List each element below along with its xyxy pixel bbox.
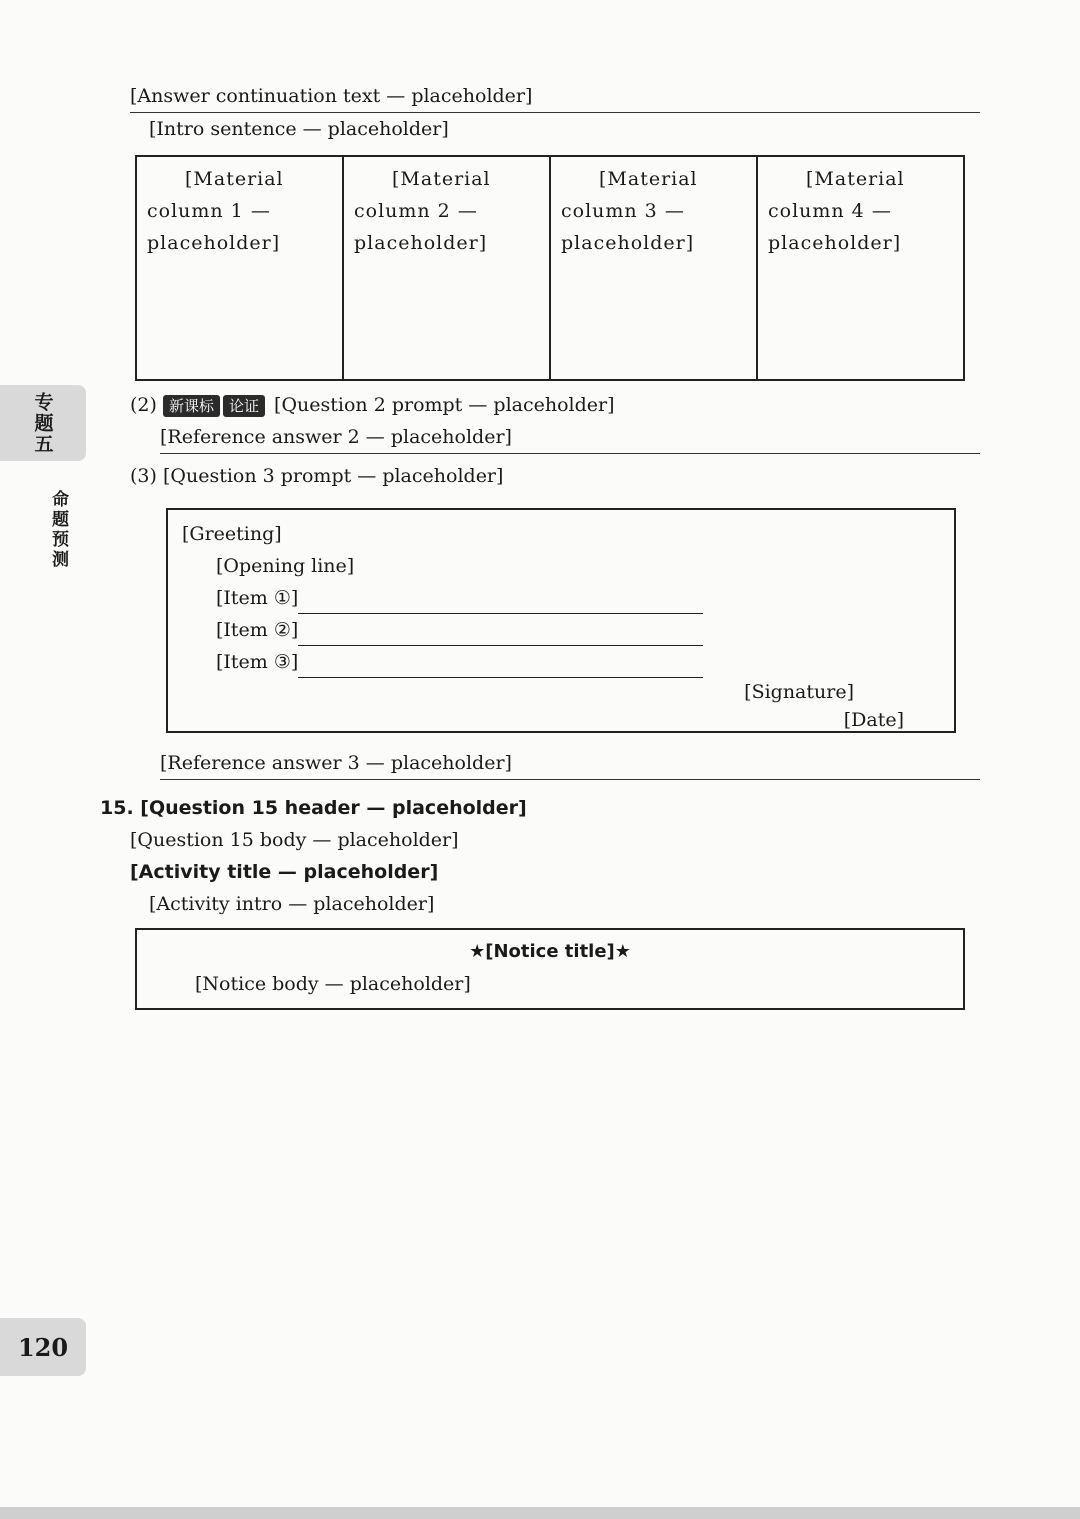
q2-answer: [Reference answer 2 — placeholder]: [160, 421, 980, 454]
side-tab: 专题五: [0, 385, 86, 461]
page-number: 120: [0, 1318, 86, 1376]
postcard-greeting: [Greeting]: [182, 523, 282, 545]
tag-new-standard: 新课标: [163, 395, 220, 417]
question-2: [130, 389, 980, 421]
material-table: [135, 155, 965, 381]
material-cell: [Material column 2 — placeholder]: [343, 156, 550, 380]
postcard-item-3: [Item ③]: [216, 646, 703, 678]
material-cell: [Material column 4 — placeholder]: [757, 156, 964, 380]
activity-title: [Activity title — placeholder]: [130, 861, 439, 883]
notice-body: [Notice body — placeholder]: [195, 973, 471, 995]
bottom-bar: [0, 1507, 1080, 1519]
notice-box: [135, 928, 965, 1010]
postcard-date: [Date]: [843, 709, 904, 731]
page-content: [100, 80, 980, 1010]
side-label: 命题预测: [48, 490, 68, 570]
postcard-opening: [Opening line]: [216, 555, 355, 577]
postcard: [166, 508, 956, 733]
q15-body: [Question 15 body — placeholder]: [130, 829, 459, 851]
postcard-item-2: [Item ②]: [216, 614, 703, 646]
material-cell: [Material column 3 — placeholder]: [550, 156, 757, 380]
q2-number: (2): [130, 394, 157, 416]
material-cell: [Material column 1 — placeholder]: [136, 156, 343, 380]
postcard-signature: [Signature]: [744, 681, 854, 703]
activity-intro: [Activity intro — placeholder]: [149, 893, 435, 915]
q3-prompt: [Question 3 prompt — placeholder]: [162, 465, 504, 487]
q15-header: 15. [Question 15 header — placeholder]: [100, 797, 527, 819]
q3-number: (3): [130, 465, 157, 487]
question-3: [130, 460, 980, 492]
q3-answer: [Reference answer 3 — placeholder]: [160, 747, 980, 780]
intro-text: [Intro sentence — placeholder]: [149, 118, 449, 140]
postcard-item-1: [Item ①]: [216, 582, 703, 614]
q2-prompt: [Question 2 prompt — placeholder]: [274, 394, 615, 416]
top-answer: [Answer continuation text — placeholder]: [130, 80, 980, 113]
tag-argument: 论证: [223, 395, 265, 417]
notice-title: ★[Notice title]★: [469, 941, 631, 962]
